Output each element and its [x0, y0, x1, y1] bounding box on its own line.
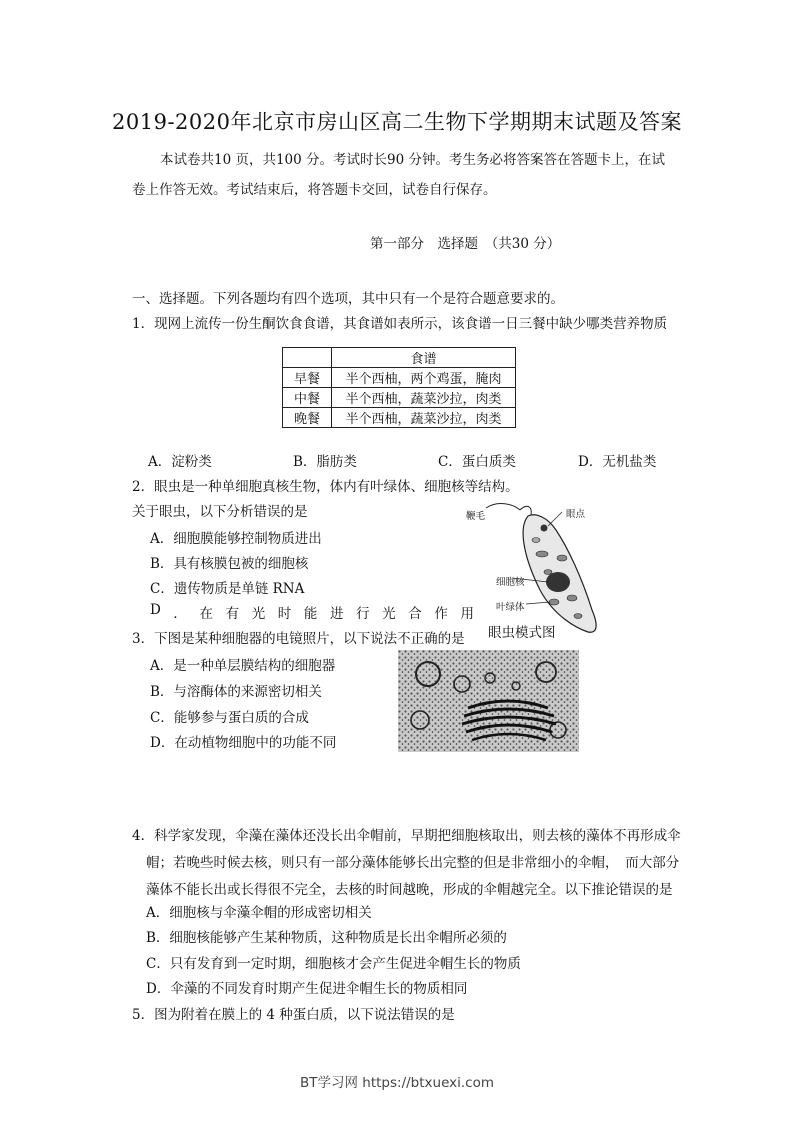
- intro-line-2: 卷上作答无效。考试结束后，将答题卡交回，试卷自行保存。: [132, 182, 497, 198]
- q2-option-d-char: 进: [329, 606, 344, 622]
- q2-option-d-char: 行: [356, 606, 370, 622]
- footer-watermark: BT学习网 https://btxuexi.com: [299, 1075, 495, 1091]
- q2-option-d-char: 在: [199, 606, 214, 622]
- figure-caption: 眼虫模式图: [488, 625, 556, 641]
- table-cell: 早餐: [283, 368, 332, 388]
- q2-stem: 2．眼虫是一种单细胞真核生物，体内有叶绿体、细胞核等结构。: [132, 479, 519, 495]
- q3-stem: 3．下图是某种细胞器的电镜照片，以下说法不正确的是: [132, 631, 465, 647]
- q1-stem: 1．现网上流传一份生酮饮食食谱，其食谱如表所示，该食谱一日三餐中缺少哪类营养物质: [132, 316, 668, 332]
- q4-line-2: 帽；若晚些时候去核，则只有一部分藻体能够长出完整的但是非常细小的伞帽， 而大部分: [146, 855, 680, 871]
- q2-stem-2: 关于眼虫，以下分析错误的是: [132, 504, 308, 520]
- table-row: [283, 368, 516, 388]
- q5-stem: 5．图为附着在膜上的 4 种蛋白质，以下说法错误的是: [132, 1007, 455, 1023]
- q4-option-c: C．只有发育到一定时期，细胞核才会产生促进伞帽生长的物质: [146, 956, 521, 972]
- q2-option-d-char: 光: [251, 606, 266, 622]
- q1-option-c: C．蛋白质类: [438, 454, 516, 470]
- q2-option-b: B．具有核膜包被的细胞核: [150, 556, 309, 572]
- q4-line-1: 4．科学家发现，伞藻在藻体还没长出伞帽前，早期把细胞核取出，则去核的藻体不再形成伞: [132, 828, 681, 844]
- intro-line-1: 本试卷共10 页，共100 分。考试时长90 分钟。考生务必将答案答在答题卡上，在试: [160, 152, 665, 168]
- q2-option-c: C．遗传物质是单链 RNA: [150, 581, 305, 597]
- q4-stem: [132, 823, 681, 904]
- q2-option-d-char: ．: [173, 606, 187, 622]
- q2-option-d-char: 作: [434, 606, 448, 622]
- q3-option-b: B．与溶酶体的来源密切相关: [150, 684, 322, 700]
- q1-menu-table: [282, 347, 516, 428]
- q2-option-d-char: D: [150, 602, 161, 618]
- figure-label-chloroplast: 叶绿体: [496, 602, 525, 613]
- q3-option-c: C．能够参与蛋白质的合成: [150, 710, 309, 726]
- page-title: 2019-2020年北京市房山区高二生物下学期期末试题及答案: [112, 110, 682, 134]
- q4-option-d: D．伞藻的不同发育时期产生促进伞帽生长的物质相同: [146, 981, 468, 997]
- q4-option-b: B．细胞核能够产生某种物质，这种物质是长出伞帽所必须的: [146, 930, 507, 946]
- figure-label-flagellum: 鞭毛: [466, 511, 486, 522]
- figure-label-nucleus: 细胞核: [496, 577, 525, 588]
- q1-options: [148, 450, 656, 470]
- section-heading: 第一部分 选择题 （共30 分）: [370, 236, 561, 252]
- q4-option-a: A．细胞核与伞藻伞帽的形成密切相关: [146, 905, 372, 921]
- table-cell: 中餐: [283, 388, 332, 408]
- q2-option-d-char: 合: [408, 606, 422, 622]
- table-row: [283, 408, 516, 428]
- instruction: 一、选择题。下列各题均有四个选项，其中只有一个是符合题意要求的。: [132, 291, 564, 307]
- q3-option-d: D．在动植物细胞中的功能不同: [150, 735, 337, 751]
- table-cell: [283, 348, 332, 368]
- q2-option-d-char: 用: [460, 606, 474, 622]
- q1-option-d: D．无机盐类: [578, 454, 657, 470]
- q2-option-d-char: 时: [277, 606, 292, 622]
- organelle-micrograph: [398, 650, 579, 752]
- table-cell: 半个西柚，蔬菜沙拉，肉类: [332, 388, 516, 408]
- q1-option-a: A．淀粉类: [148, 454, 212, 470]
- table-row: [283, 388, 516, 408]
- q4-line-3: 藻体不能长出或长得很不完全，去核的时间越晚，形成的伞帽越完全。以下推论错误的是: [146, 882, 673, 898]
- q3-option-a: A．是一种单层膜结构的细胞器: [150, 658, 336, 674]
- q2-option-d: [150, 602, 474, 622]
- figure-label-eyespot: 眼点: [566, 509, 586, 520]
- q2-option-d-char: 有: [225, 606, 240, 622]
- table-cell: 半个西柚，蔬菜沙拉，肉类: [332, 408, 516, 428]
- q1-option-b: B．脂肪类: [293, 454, 357, 470]
- q2-option-a: A．细胞膜能够控制物质进出: [150, 531, 322, 547]
- q2-option-d-char: 能: [303, 606, 318, 622]
- intro-paragraph: [132, 145, 672, 205]
- table-row: [283, 348, 516, 368]
- q2-option-d-char: 光: [382, 606, 396, 622]
- table-header-cell: 食谱: [332, 348, 516, 368]
- table-cell: 晚餐: [283, 408, 332, 428]
- table-cell: 半个西柚，两个鸡蛋，腌肉: [332, 368, 516, 388]
